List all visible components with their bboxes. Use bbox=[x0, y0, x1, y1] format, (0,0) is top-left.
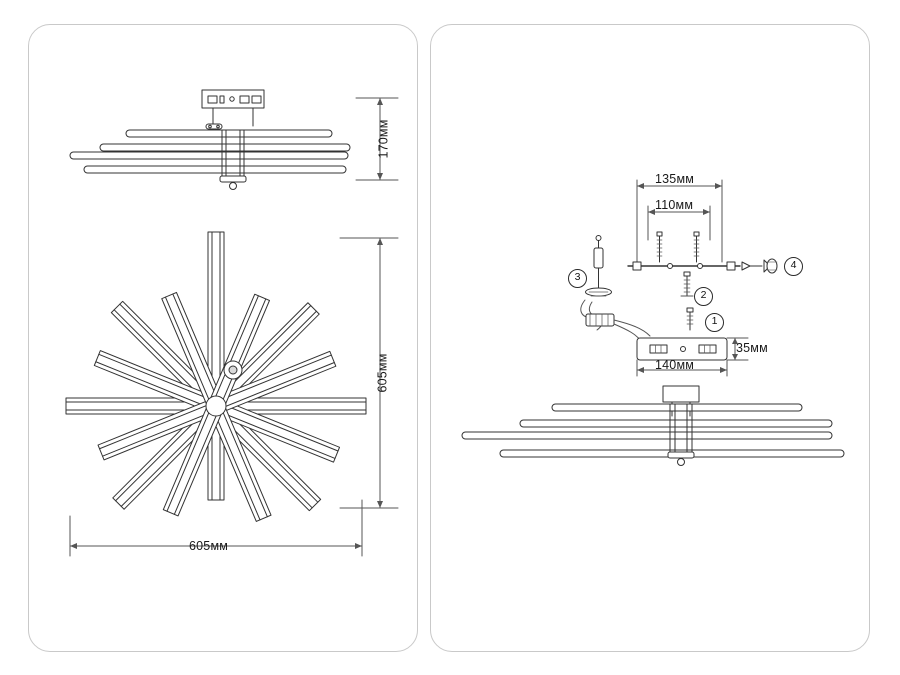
bracket-screw bbox=[681, 272, 693, 296]
dim-bracket-inner-110: 110мм bbox=[655, 198, 694, 212]
dim-diameter-vertical-605: 605мм bbox=[375, 353, 390, 393]
dim-base-width-140: 140мм bbox=[655, 358, 695, 372]
base-screw bbox=[687, 308, 693, 330]
dim-base-height-35: 35мм bbox=[736, 341, 768, 355]
callout-3[interactable]: 3 bbox=[568, 269, 587, 288]
wall-plug-driver bbox=[586, 236, 612, 297]
callout-1[interactable]: 1 bbox=[705, 313, 724, 332]
dim-height-170: 170мм bbox=[376, 119, 391, 159]
callout-4[interactable]: 4 bbox=[784, 257, 803, 276]
left-side-elevation bbox=[70, 90, 398, 190]
right-assembled-view bbox=[462, 386, 844, 466]
left-plan-view bbox=[66, 232, 398, 556]
screw-dowel-set bbox=[742, 259, 777, 273]
callout-2[interactable]: 2 bbox=[694, 287, 713, 306]
dim-bracket-outer-135: 135мм bbox=[655, 172, 695, 186]
dim-diameter-horizontal-605: 605мм bbox=[189, 539, 229, 553]
